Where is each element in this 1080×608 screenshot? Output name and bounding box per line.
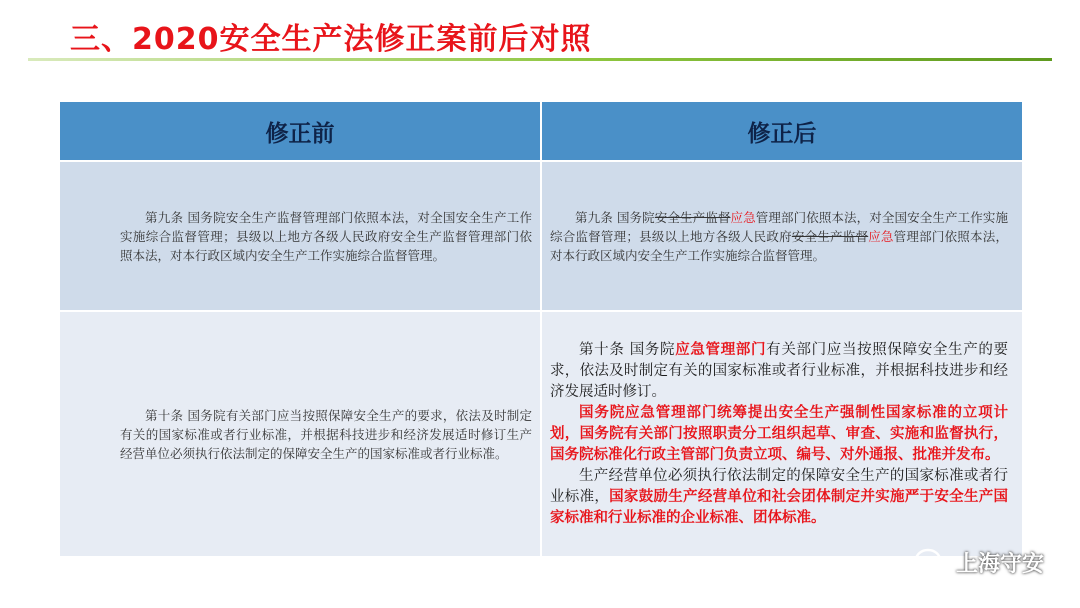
- article10-after-para1: [550, 340, 1008, 403]
- inserted-text: 国家鼓励生产经营单位和社会团体制定并实施严于安全生产国家标准和行业标准的企业标准、团体标准。: [550, 488, 1009, 526]
- table-row: [59, 311, 1023, 557]
- text-run: 管理部门依照本法，对全国安全生产工作实施综合监督管理；县级以上地方各级人民政府: [550, 209, 1008, 244]
- watermark-text: 上海守安: [955, 552, 1044, 577]
- table-header-row: [59, 101, 1023, 161]
- article9-before-cell: [59, 161, 541, 311]
- inserted-text: 应急: [730, 209, 756, 225]
- title-underline: [28, 58, 1052, 61]
- article9-after-cell: [541, 161, 1023, 311]
- inserted-text: 应急: [868, 228, 894, 244]
- article10-after-cell: [541, 311, 1023, 557]
- inserted-text: 应急管理部门: [675, 341, 767, 358]
- header-after: 修正后: [541, 101, 1023, 161]
- watermark: [914, 547, 1044, 578]
- article10-after-para2: 国务院应急管理部门统筹提出安全生产强制性国家标准的立项计划，国务院有关部门按照职责分工组织起草、审查、实施和监督执行，国务院标准化行政主管部门负责立项、编号、对外通报、批准并发布。: [550, 404, 1008, 463]
- article10-before-cell: [59, 311, 541, 557]
- article10-after-text: [542, 340, 1022, 529]
- wechat-icon: [914, 548, 950, 578]
- article10-after-para3: [550, 466, 1008, 529]
- text-run: 有关部门应当按照保障安全生产的要求，依法及时制定有关的国家标准或者行业标准，并根据科技进步和经济发展适时修订。: [550, 341, 1009, 400]
- text-run: 第九条 国务院: [575, 209, 655, 225]
- comparison-table: [58, 100, 1024, 558]
- text-run: 生产经营单位必须执行依法制定的保障安全生产的国家标准或者行业标准，: [550, 467, 1008, 505]
- article9-before-text: 第九条 国务院安全生产监督管理部门依照本法，对全国安全生产工作实施综合监督管理；县级以上地方各级人民政府安全生产监督管理部门依照本法，对本行政区域内安全生产工作实施综合监督管理。: [120, 209, 532, 263]
- article10-before-text: 第十条 国务院有关部门应当按照保障安全生产的要求，依法及时制定有关的国家标准或者行业标准，并根据科技进步和经济发展适时修订生产经营单位必须执行依法制定的保障安全生产的国家标准或者行业标准。: [120, 407, 532, 461]
- header-before: 修正前: [59, 101, 541, 161]
- page-title: 三、2020安全生产法修正案前后对照: [70, 22, 592, 57]
- deleted-text: 安全生产监督: [654, 209, 731, 225]
- text-run: 管理部门依照本法，对本行政区域内安全生产工作实施综合监督管理。: [550, 228, 1008, 263]
- deleted-text: 安全生产监督: [791, 228, 869, 244]
- text-run: 第十条 国务院: [579, 341, 676, 358]
- article9-after-text: [542, 208, 1022, 265]
- table-row: [59, 161, 1023, 311]
